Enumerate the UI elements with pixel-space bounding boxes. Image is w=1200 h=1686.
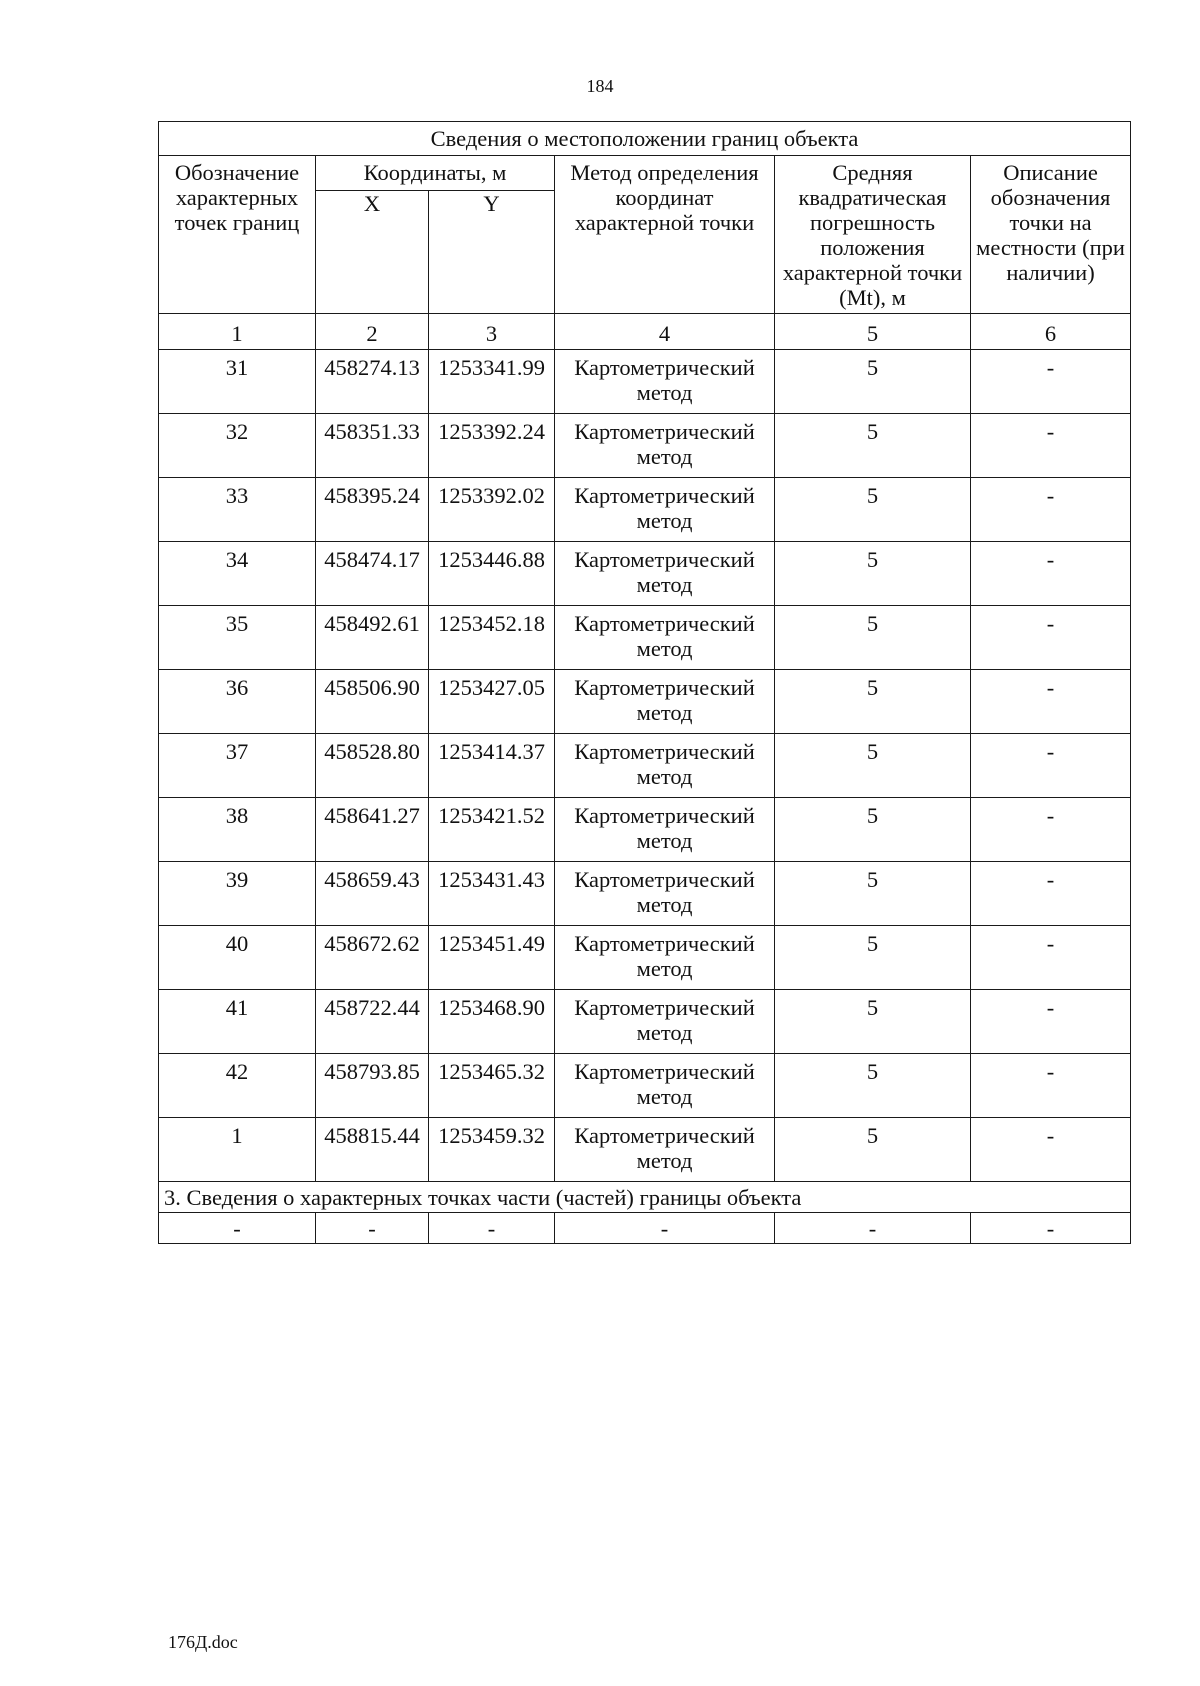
description-cell: - <box>971 990 1131 1054</box>
error-cell: 5 <box>775 606 971 670</box>
page-number: 184 <box>586 76 614 96</box>
x-cell: 458672.62 <box>316 926 429 990</box>
table-row <box>159 414 1131 478</box>
method-cell: Картометрический метод <box>555 350 775 414</box>
x-cell: 458474.17 <box>316 542 429 606</box>
table-cell: - <box>555 1213 775 1244</box>
description-cell: - <box>971 670 1131 734</box>
table-row <box>159 926 1131 990</box>
error-cell: 5 <box>775 990 971 1054</box>
column-number-row <box>159 314 1131 350</box>
description-cell: - <box>971 926 1131 990</box>
method-cell: Картометрический метод <box>555 798 775 862</box>
y-cell: 1253465.32 <box>429 1054 555 1118</box>
footer-filename: 176Д.doc <box>168 1632 238 1652</box>
point-cell: 32 <box>159 414 316 478</box>
table-row <box>159 1118 1131 1182</box>
method-cell: Картометрический метод <box>555 670 775 734</box>
y-cell: 1253392.02 <box>429 478 555 542</box>
table-row <box>159 862 1131 926</box>
error-cell: 5 <box>775 542 971 606</box>
error-cell: 5 <box>775 1118 971 1182</box>
column-number: 3 <box>429 314 555 350</box>
point-cell: 36 <box>159 670 316 734</box>
y-cell: 1253431.43 <box>429 862 555 926</box>
error-cell: 5 <box>775 734 971 798</box>
column-number: 2 <box>316 314 429 350</box>
y-cell: 1253392.24 <box>429 414 555 478</box>
point-cell: 35 <box>159 606 316 670</box>
table-row <box>159 670 1131 734</box>
table-cell: - <box>429 1213 555 1244</box>
column-number: 4 <box>555 314 775 350</box>
header-x: X <box>316 191 429 314</box>
table-cell: - <box>971 1213 1131 1244</box>
y-cell: 1253421.52 <box>429 798 555 862</box>
header-y: Y <box>429 191 555 314</box>
x-cell: 458274.13 <box>316 350 429 414</box>
point-cell: 42 <box>159 1054 316 1118</box>
y-cell: 1253452.18 <box>429 606 555 670</box>
description-cell: - <box>971 414 1131 478</box>
error-cell: 5 <box>775 862 971 926</box>
table-row <box>159 478 1131 542</box>
y-cell: 1253446.88 <box>429 542 555 606</box>
x-cell: 458641.27 <box>316 798 429 862</box>
description-cell: - <box>971 798 1131 862</box>
header-description: Описание обозначения точки на местности (при наличии) <box>971 156 1131 314</box>
point-cell: 40 <box>159 926 316 990</box>
header-method: Метод определения координат характерной точки <box>555 156 775 314</box>
section-3-title: 3. Сведения о характерных точках части (частей) границы объекта <box>159 1182 1131 1213</box>
description-cell: - <box>971 542 1131 606</box>
x-cell: 458793.85 <box>316 1054 429 1118</box>
table-cell: - <box>316 1213 429 1244</box>
x-cell: 458351.33 <box>316 414 429 478</box>
boundary-coordinates-table <box>158 121 1131 1244</box>
error-cell: 5 <box>775 926 971 990</box>
x-cell: 458528.80 <box>316 734 429 798</box>
method-cell: Картометрический метод <box>555 990 775 1054</box>
x-cell: 458815.44 <box>316 1118 429 1182</box>
header-coordinates: Координаты, м <box>316 156 555 191</box>
x-cell: 458722.44 <box>316 990 429 1054</box>
error-cell: 5 <box>775 670 971 734</box>
x-cell: 458395.24 <box>316 478 429 542</box>
y-cell: 1253414.37 <box>429 734 555 798</box>
point-cell: 38 <box>159 798 316 862</box>
table-cell: - <box>775 1213 971 1244</box>
x-cell: 458492.61 <box>316 606 429 670</box>
point-cell: 37 <box>159 734 316 798</box>
method-cell: Картометрический метод <box>555 414 775 478</box>
description-cell: - <box>971 734 1131 798</box>
description-cell: - <box>971 350 1131 414</box>
point-cell: 1 <box>159 1118 316 1182</box>
section-3-row <box>159 1213 1131 1244</box>
table-row <box>159 990 1131 1054</box>
error-cell: 5 <box>775 798 971 862</box>
description-cell: - <box>971 1054 1131 1118</box>
method-cell: Картометрический метод <box>555 1054 775 1118</box>
error-cell: 5 <box>775 1054 971 1118</box>
error-cell: 5 <box>775 478 971 542</box>
x-cell: 458506.90 <box>316 670 429 734</box>
table-row <box>159 798 1131 862</box>
method-cell: Картометрический метод <box>555 734 775 798</box>
table-row <box>159 1054 1131 1118</box>
error-cell: 5 <box>775 350 971 414</box>
error-cell: 5 <box>775 414 971 478</box>
header-point-designation: Обозначение характерных точек границ <box>159 156 316 314</box>
column-number: 5 <box>775 314 971 350</box>
method-cell: Картометрический метод <box>555 478 775 542</box>
column-number: 1 <box>159 314 316 350</box>
y-cell: 1253468.90 <box>429 990 555 1054</box>
y-cell: 1253451.49 <box>429 926 555 990</box>
method-cell: Картометрический метод <box>555 862 775 926</box>
method-cell: Картометрический метод <box>555 1118 775 1182</box>
point-cell: 39 <box>159 862 316 926</box>
y-cell: 1253459.32 <box>429 1118 555 1182</box>
table-row <box>159 542 1131 606</box>
description-cell: - <box>971 862 1131 926</box>
table-row <box>159 350 1131 414</box>
x-cell: 458659.43 <box>316 862 429 926</box>
y-cell: 1253427.05 <box>429 670 555 734</box>
y-cell: 1253341.99 <box>429 350 555 414</box>
header-error: Средняя квадратическая погрешность положения характерной точки (Mt), м <box>775 156 971 314</box>
description-cell: - <box>971 606 1131 670</box>
description-cell: - <box>971 1118 1131 1182</box>
method-cell: Картометрический метод <box>555 926 775 990</box>
table-row <box>159 734 1131 798</box>
point-cell: 31 <box>159 350 316 414</box>
column-number: 6 <box>971 314 1131 350</box>
table-row <box>159 606 1131 670</box>
table-cell: - <box>159 1213 316 1244</box>
table-title: Сведения о местоположении границ объекта <box>159 122 1131 156</box>
point-cell: 33 <box>159 478 316 542</box>
method-cell: Картометрический метод <box>555 542 775 606</box>
method-cell: Картометрический метод <box>555 606 775 670</box>
point-cell: 34 <box>159 542 316 606</box>
description-cell: - <box>971 478 1131 542</box>
point-cell: 41 <box>159 990 316 1054</box>
